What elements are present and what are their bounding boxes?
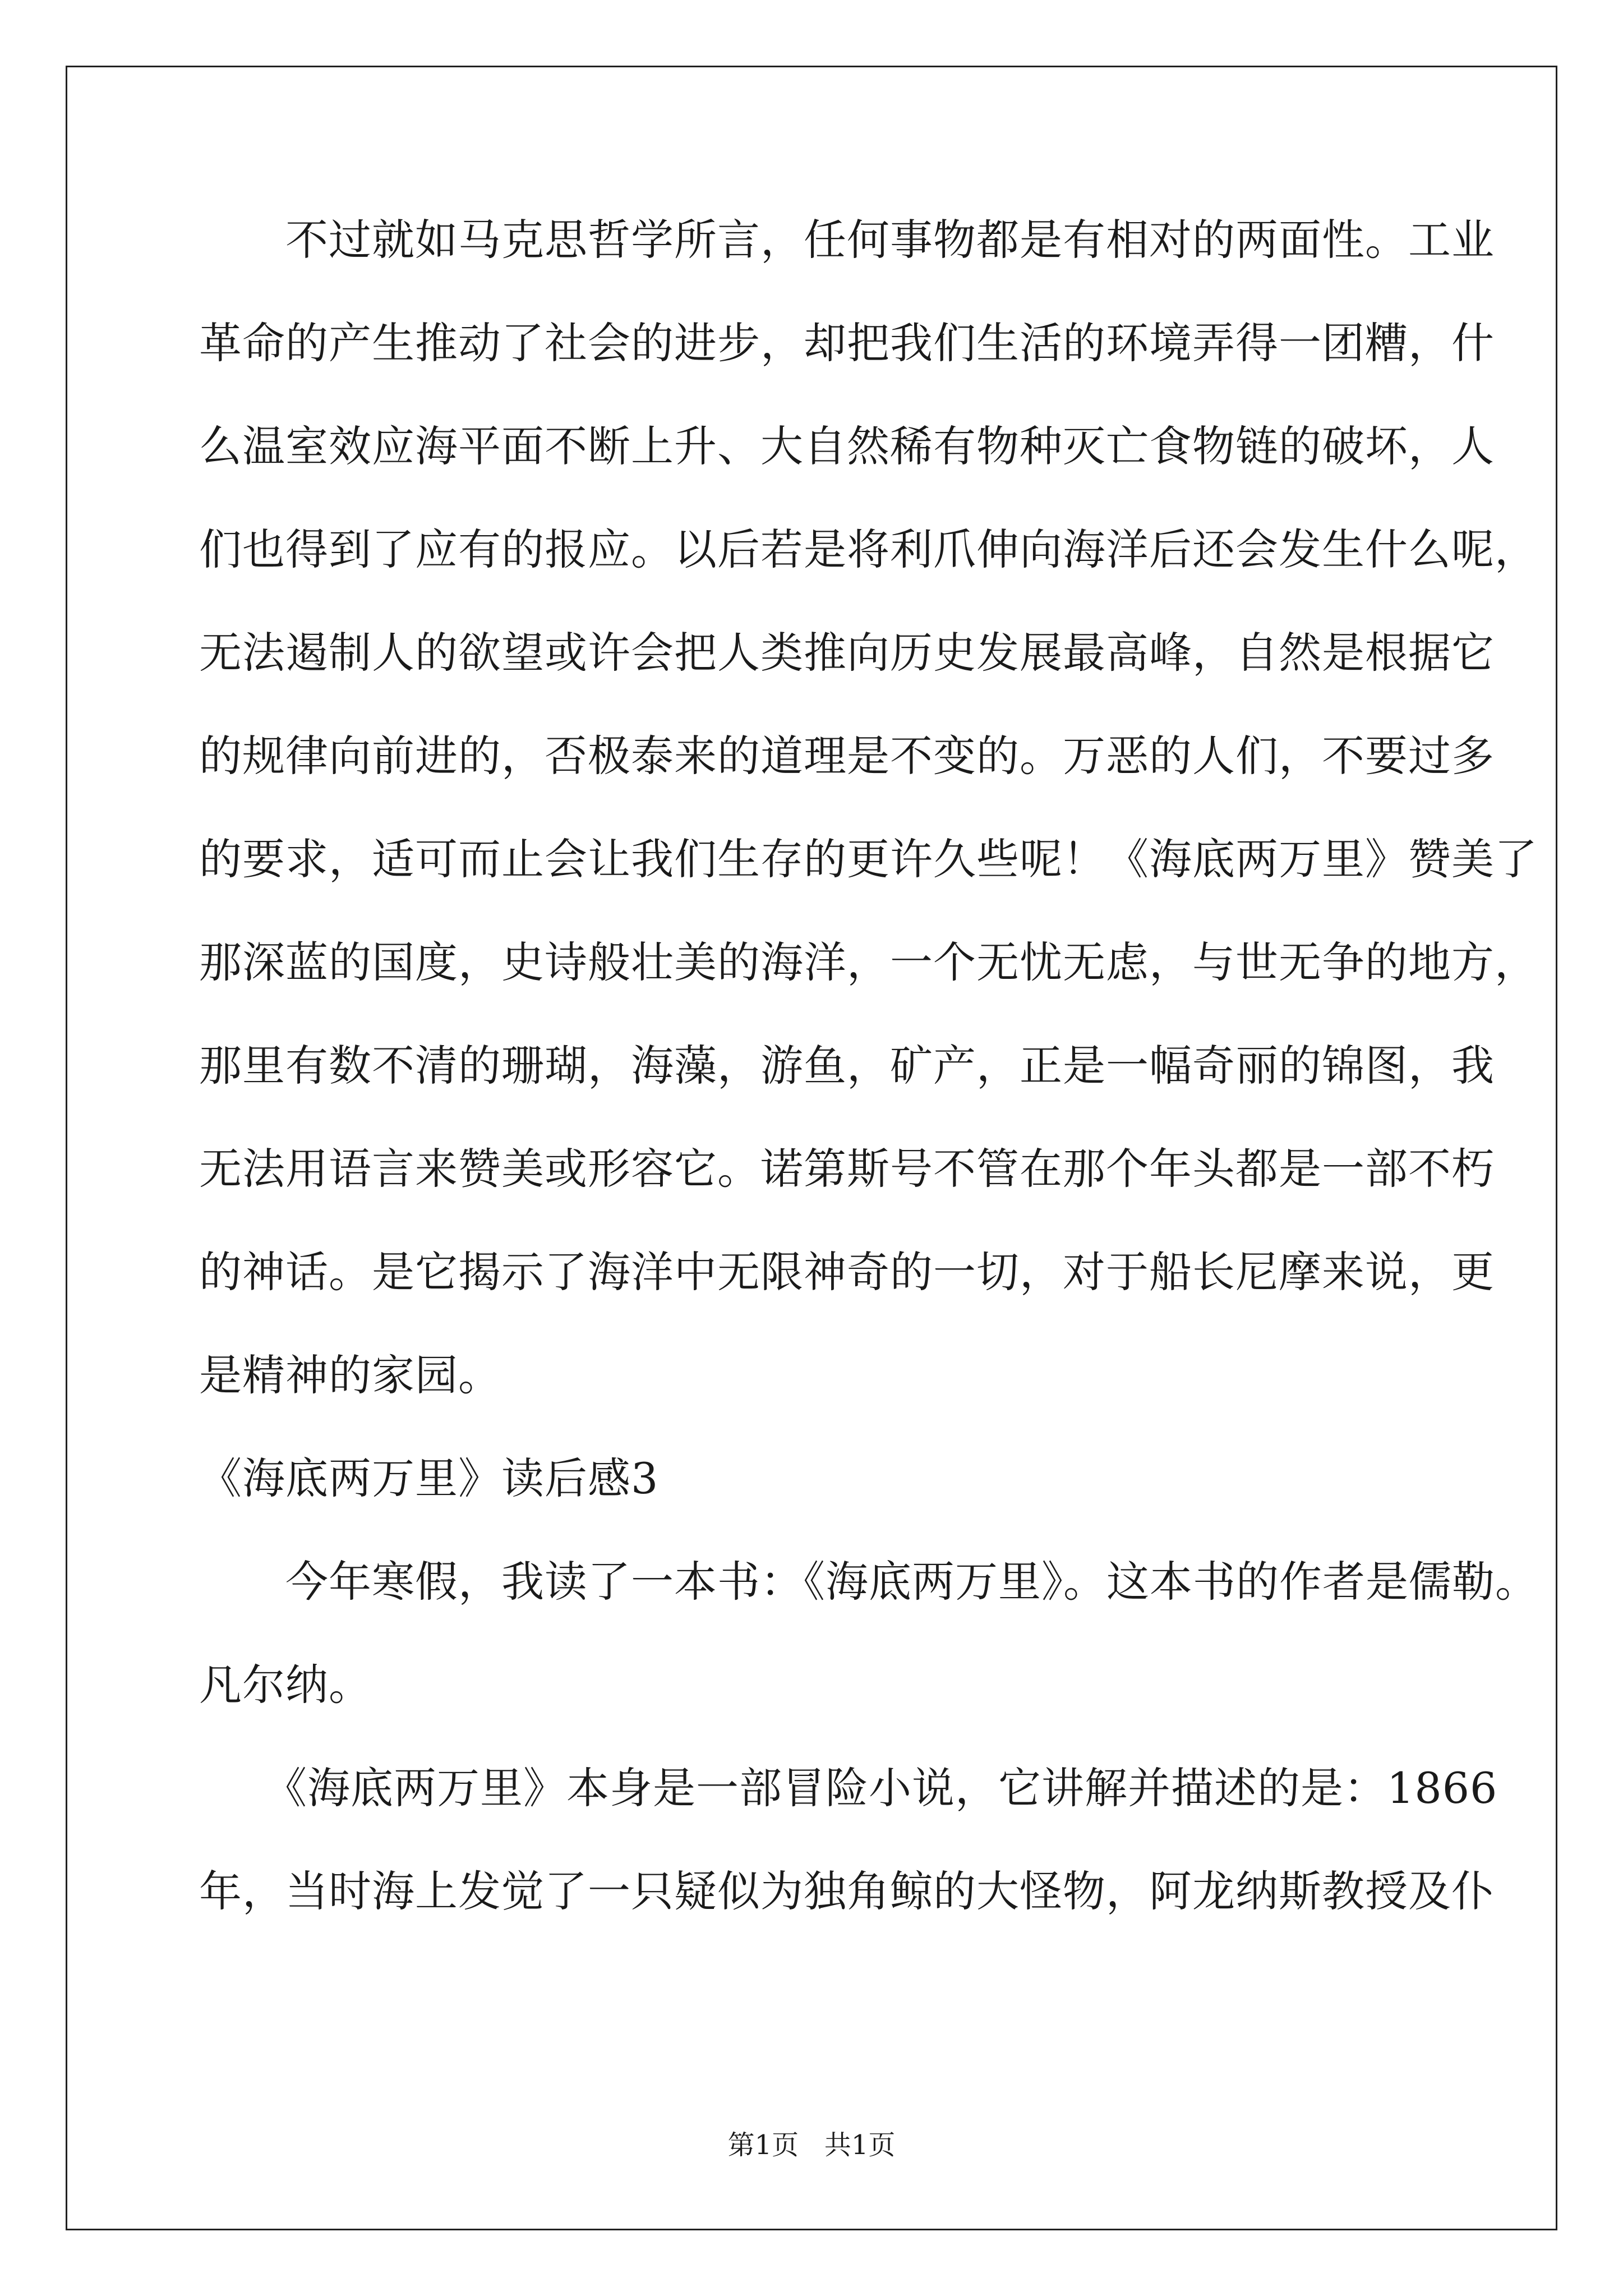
- text-line: 革命的产生推动了社会的进步，却把我们生活的环境弄得一团糟，什: [199, 318, 1495, 368]
- text-line: 的规律向前进的，否极泰来的道理是不变的。万恶的人们，不要过多: [199, 731, 1495, 781]
- page-footer: 第1页 共1页: [727, 2129, 896, 2161]
- section-heading: 《海底两万里》读后感3: [199, 1453, 659, 1503]
- text-line: 的要求，适可而止会让我们生存的更许久些呢！《海底两万里》赞美了: [199, 834, 1538, 884]
- text-line: 的神话。是它揭示了海洋中无限神奇的一切，对于船长尼摩来说，更: [199, 1247, 1495, 1297]
- text-line: 么温室效应海平面不断上升、大自然稀有物种灭亡食物链的破坏，人: [199, 421, 1495, 471]
- text-line: 不过就如马克思哲学所言，任何事物都是有相对的两面性。工业: [199, 215, 1495, 265]
- text-line: 们也得到了应有的报应。以后若是将利爪伸向海洋后还会发生什么呢，: [199, 524, 1538, 574]
- text-line: 凡尔纳。: [199, 1660, 372, 1710]
- text-line: 《海底两万里》本身是一部冒险小说，它讲解并描述的是：1866: [199, 1763, 1498, 1813]
- text-line: 那深蓝的国度，史诗般壮美的海洋，一个无忧无虑，与世无争的地方，: [199, 937, 1538, 987]
- text-line: 今年寒假，我读了一本书：《海底两万里》。这本书的作者是儒勒。: [199, 1557, 1538, 1607]
- text-line: 那里有数不清的珊瑚，海藻，游鱼，矿产，正是一幅奇丽的锦图，我: [199, 1041, 1495, 1091]
- text-line: 年，当时海上发觉了一只疑似为独角鲸的大怪物，阿龙纳斯教授及仆: [199, 1866, 1495, 1916]
- text-line: 无法用语言来赞美或形容它。诺第斯号不管在那个年头都是一部不朽: [199, 1144, 1495, 1194]
- text-line: 是精神的家园。: [199, 1350, 501, 1400]
- text-line: 无法遏制人的欲望或许会把人类推向历史发展最高峰，自然是根据它: [199, 628, 1495, 678]
